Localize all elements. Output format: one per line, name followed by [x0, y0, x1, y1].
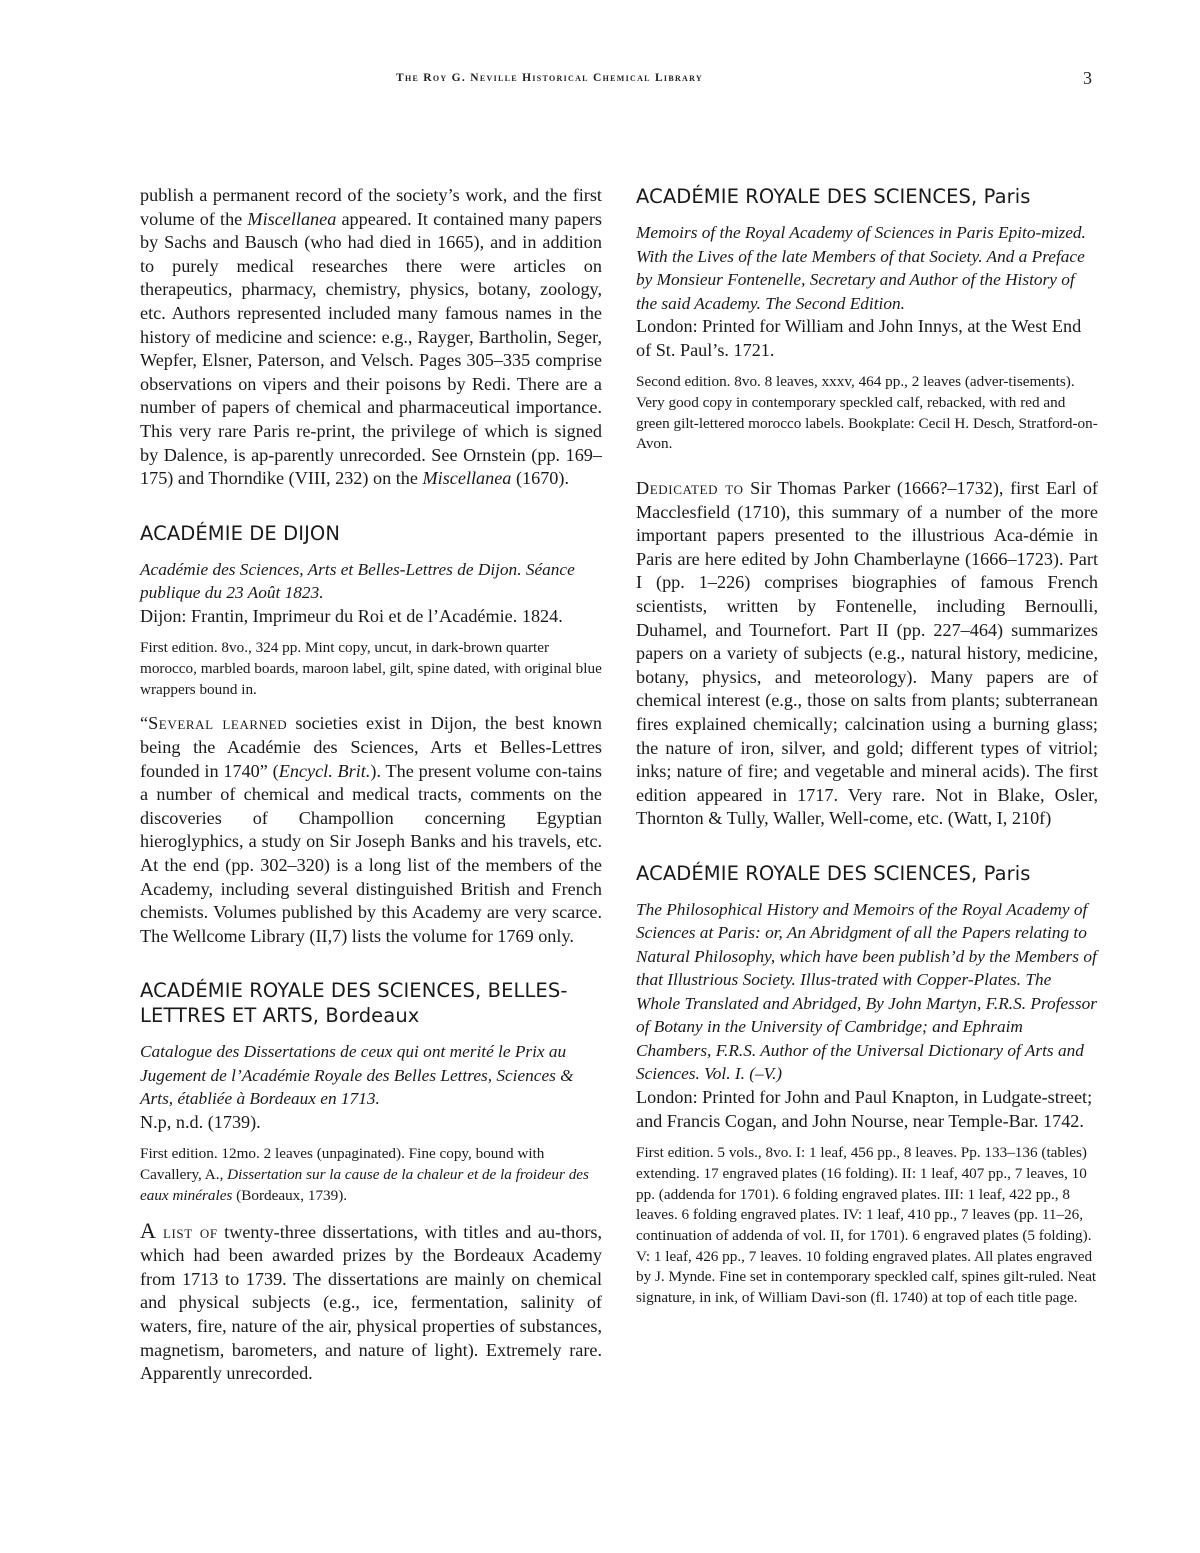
- page-number: 3: [1083, 68, 1092, 88]
- entry-heading: ACADÉMIE DE DIJON: [140, 521, 341, 545]
- entry-imprint: London: Printed for William and John Innys, at the West End of St. Paul’s. 1721.: [636, 316, 1082, 360]
- entry-title: Académie des Sciences, Arts et Belles-Lettres de Dijon. Séance publique du 23 Août 1823.: [140, 559, 575, 603]
- entry-title: Memoirs of the Royal Academy of Sciences in Paris Epito-mized. With the Lives of the late Members of that Society. And a Preface by Monsieur Fontenelle, Secretary and Author of the History of the said Academy. The Second Edition.: [636, 223, 1086, 313]
- running-head: [396, 72, 703, 84]
- entry-description: First edition. 5 vols., 8vo. I: 1 leaf, 456 pp., 8 leaves. Pp. 133–136 (tables) extending. 17 engraved plates (16 folding). II: 1 leaf, 407 pp., 7 leaves, 10 pp. (addenda for 1701). 6 folding engraved plates. III: 1 leaf, 422 pp., 8 leaves. 6 folding engraved plates. IV: 1 leaf, 410 pp., 7 leaves (pp. 11–26, continuation of addenda of vol. II, for 1701). 6 engraved plates (5 folding). V: 1 leaf, 426 pp., 7 leaves. 10 folding engraved plates. All plates engraved by J. Mynde. Fine set in contemporary speckled calf, spines gilt-ruled. Neat signature, in ink, of William Davi-son (fl. 1740) at top of each title page.: [636, 1144, 1097, 1307]
- catalog-entry: [636, 861, 1098, 1309]
- entry-title: Catalogue des Dissertations de ceux qui ont merité le Prix au Jugement de l’Académie Royale des Belles Lettres, Sciences & Arts, établiée à Bordeaux en 1713.: [140, 1042, 574, 1109]
- entry-description: Second edition. 8vo. 8 leaves, xxxv, 464 pp., 2 leaves (adver-tisements). Very good copy in contemporary speckled calf, rebacked, with red and green gilt-lettered morocco labels. Bookplate: Cecil H. Desch, Stratford-on-Avon.: [636, 373, 1098, 453]
- entry-heading: ACADÉMIE ROYALE DES SCIENCES, Paris: [636, 861, 1031, 885]
- entry-description: First edition. 8vo., 324 pp. Mint copy, uncut, in dark-brown quarter morocco, marbled boards, maroon label, gilt, spine dated, with original blue wrappers bound in.: [140, 639, 602, 698]
- entry-title: The Philosophical History and Memoirs of the Royal Academy of Sciences at Paris: or, An Abridgment of all the Papers relating to Natural Philosophy, which have been publish’d by the Members of that Illustrious Society. Illus-trated with Copper-Plates. The Whole Translated and Abridged, By John Martyn, F.R.S. Professor of Botany in the University of Cambridge; and Ephraim Chambers, F.R.S. Author of the Universal Dictionary of Arts and Sciences. Vol. I. (–V.): [636, 899, 1097, 1084]
- entry-commentary: Dedicated to Sir Thomas Parker (1666?–1732), first Earl of Macclesfield (1710), this summary of a number of the more important papers presented to the illustrious Aca-démie in Paris are here edited by John Chamberlayne (1666–1723). Part I (pp. 1–226) comprises biographies of famous French scientists, written by Fontenelle, including Bernoulli, Duhamel, and Tournefort. Part II (pp. 227–464) summarizes papers on a variety of subjects (e.g., natural history, medicine, botany, physics, and meteorology). Many papers are of chemical interest (e.g., those on salts from plants; subterranean fires explained chemically; calcination using a burning glass; the nature of iron, silver, and gold; different types of vitriol; inks; nature of fire; and vegetable and mineral acids). The first edition appeared in 1717. Very rare. Not in Blake, Osler, Thornton & Tully, Waller, Well-come, etc. (Watt, I, 210f): [636, 478, 1098, 829]
- continuation-paragraph: publish a permanent record of the society’s work, and the first volume of the Miscellanea appeared. It contained many papers by Sachs and Bausch (who had died in 1665), and in addition to purely medical researches there were articles on therapeutics, pharmacy, chemistry, physics, botany, zoology, etc. Authors represented included many famous names in the history of medicine and science: e.g., Rayger, Bartholin, Seger, Wepfer, Elsner, Paterson, and Velsch. Pages 305–335 comprise observations on vipers and their poisons by Redi. There are a number of papers of chemical and pharmaceutical importance. This very rare Paris re-print, the privilege of which is signed by Dalence, is ap-parently unrecorded. See Ornstein (pp. 169–175) and Thorndike (VIII, 232) on the Miscellanea (1670).: [140, 185, 602, 489]
- entry-description: First edition. 12mo. 2 leaves (unpaginated). Fine copy, bound with Cavallery, A., Dissertation sur la cause de la chaleur et de la froideur des eaux minérales (Bordeaux, 1739).: [140, 1145, 589, 1204]
- entry-heading: ACADÉMIE ROYALE DES SCIENCES, Paris: [636, 185, 1031, 208]
- right-column: [636, 184, 1098, 1309]
- catalog-entry: [636, 184, 1098, 831]
- entry-imprint: N.p, n.d. (1739).: [140, 1111, 261, 1132]
- entry-heading: ACADÉMIE ROYALE DES SCIENCES, BELLES-LETTRES ET ARTS, Bordeaux: [140, 979, 568, 1028]
- catalog-entry: [140, 521, 602, 949]
- left-column: [140, 184, 602, 1386]
- catalog-entry: [140, 978, 602, 1385]
- entry-imprint: Dijon: Frantin, Imprimeur du Roi et de l’Académie. 1824.: [140, 605, 563, 626]
- entry-commentary: “Several learned societies exist in Dijon, the best known being the Académie des Sciences, Arts et Belles-Lettres founded in 1740” (Encycl. Brit.). The present volume con-tains a number of chemical and medical tracts, comments on the discoveries of Champollion concerning Egyptian hieroglyphics, a study on Sir Joseph Banks and his travels, etc. At the end (pp. 302–320) is a long list of the members of the Academy, including several distinguished British and French chemists. Volumes published by this Academy are very scarce. The Wellcome Library (II,7) lists the volume for 1769 only.: [140, 713, 602, 946]
- entry-commentary: A list of twenty-three dissertations, with titles and au-thors, which had been awarded prizes by the Bordeaux Academy from 1713 to 1739. The dissertations are mainly on chemical and physical subjects (e.g., ice, fermentation, salinity of waters, fire, nature of the air, physical properties of substances, magnetism, barometers, and nature of light). Extremely rare. Apparently unrecorded.: [140, 1217, 603, 1384]
- entry-imprint: London: Printed for John and Paul Knapton, in Ludgate-street; and Francis Cogan, and John Nourse, near Temple-Bar. 1742.: [636, 1086, 1093, 1131]
- running-head-title: The Roy G. Neville Historical Chemical Library: [396, 72, 704, 84]
